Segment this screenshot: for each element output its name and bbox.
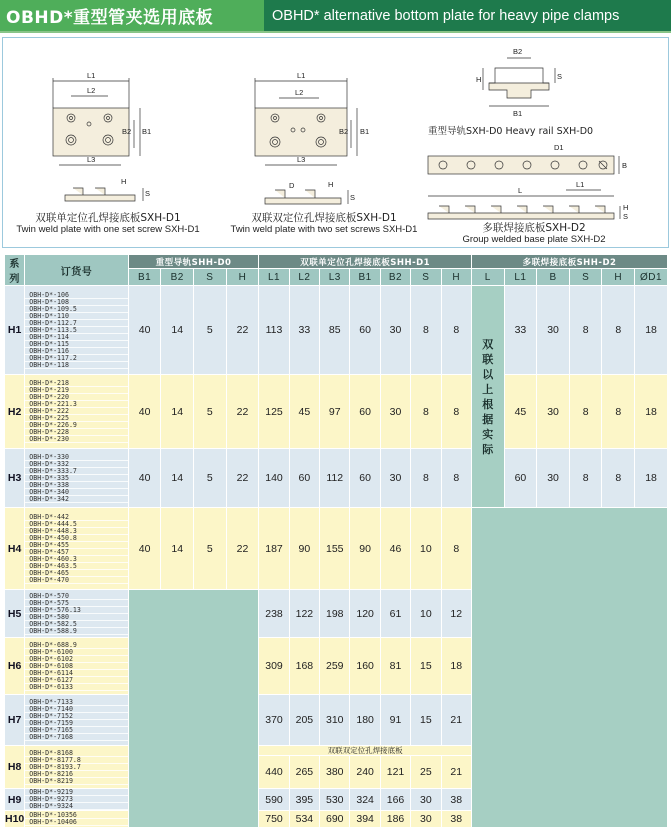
d1-value: 18: [441, 638, 471, 695]
d3-caption: 多联焊接底板SXH-D2 Group welded base plate SXH-D2: [462, 222, 606, 245]
header-divider: [0, 31, 671, 33]
d1-value: 112: [320, 449, 350, 508]
order-number: OBH-D*-444.5: [25, 521, 128, 528]
d1-value: 395: [289, 789, 319, 811]
d0-value: 40: [128, 508, 161, 590]
order-list-cell: [25, 286, 129, 375]
order-list: [25, 789, 128, 810]
inner-note: 双联双定位孔焊接底板: [259, 746, 471, 756]
col-d2-1: L1: [504, 269, 537, 286]
d1-value: 440: [265, 766, 283, 778]
col-d2-4: H: [602, 269, 635, 286]
d1-value: 8: [411, 286, 441, 375]
order-number: OBH-D*-221.3: [25, 401, 128, 408]
d1-value: 380: [319, 756, 349, 788]
d1-value: 186: [380, 811, 410, 828]
d2-value: 30: [537, 375, 570, 449]
order-number: OBH-D*-576.13: [25, 607, 128, 614]
d1-value: 60: [289, 449, 319, 508]
col-d1-2: L3: [320, 269, 350, 286]
order-number: OBH-D*-465: [25, 570, 128, 577]
order-number: OBH-D*-7133: [25, 699, 128, 706]
order-number: OBH-D*-6133: [25, 684, 128, 691]
d1-value: 240: [349, 756, 379, 788]
group-d1: 双联单定位孔焊接底板SHH-D1: [259, 255, 472, 269]
order-number: OBH-D*-10356: [25, 812, 128, 819]
d1-label-s: S: [145, 189, 151, 198]
d2-value: 8: [602, 286, 635, 375]
d1-value: 46: [380, 508, 410, 590]
series-cell: H4: [5, 508, 25, 590]
d1-value: 265: [289, 756, 319, 788]
d1-value: 21: [441, 756, 471, 788]
d1-value: 121: [380, 756, 410, 788]
d3-label-b: B: [622, 161, 628, 170]
d1-value: 60: [350, 375, 380, 449]
col-d0-2: S: [194, 269, 227, 286]
d1-value: 8: [441, 508, 471, 590]
order-list: [25, 454, 128, 503]
order-number: OBH-D*-688.9: [25, 642, 128, 649]
d1-value: 15: [411, 638, 441, 695]
d1-value: 61: [380, 590, 410, 638]
d2-value: 33: [504, 286, 537, 375]
table-row: [5, 375, 668, 449]
order-number: OBH-D*-6114: [25, 670, 128, 677]
d2-empty: [471, 508, 667, 828]
d3-label-h: H: [623, 203, 629, 212]
d2-value: 8: [569, 286, 602, 375]
col-d1-4: B2: [380, 269, 410, 286]
order-number: OBH-D*-116: [25, 348, 128, 355]
d1-value: 97: [320, 375, 350, 449]
d1-value: 530: [320, 789, 350, 811]
order-number: OBH-D*-8193.7: [25, 764, 128, 771]
order-number: OBH-D*-338: [25, 482, 128, 489]
order-number: OBH-D*-9273: [25, 796, 128, 803]
order-number: OBH-D*-8216: [25, 771, 128, 778]
drawing-d1: [53, 78, 143, 201]
order-number: OBH-D*-342: [25, 496, 128, 503]
order-number: OBH-D*-332: [25, 461, 128, 468]
order-list-cell: [25, 375, 129, 449]
drawing-d0: [483, 58, 555, 106]
d1-value: 8: [441, 449, 471, 508]
col-d1-3: B1: [350, 269, 380, 286]
series-cell: H9: [5, 789, 25, 811]
d1-value: 45: [289, 375, 319, 449]
group-d0: 重型导轨SHH-D0: [128, 255, 259, 269]
group-d2: 多联焊接底板SHH-D2: [471, 255, 667, 269]
d1-label-l1: L1: [87, 71, 96, 80]
order-number: OBH-D*-10406: [25, 819, 128, 826]
order-number: OBH-D*-463.5: [25, 563, 128, 570]
order-number: OBH-D*-220: [25, 394, 128, 401]
order-number: OBH-D*-219: [25, 387, 128, 394]
order-number: OBH-D*-109.5: [25, 306, 128, 313]
d2-value: 18: [635, 375, 668, 449]
order-number: OBH-D*-6108: [25, 663, 128, 670]
order-number: OBH-D*-442: [25, 514, 128, 521]
d1-value: 25: [410, 756, 440, 788]
d1-value: 90: [289, 508, 319, 590]
d0-label-b1: B1: [513, 109, 523, 118]
order-list-cell: [25, 449, 129, 508]
order-number: OBH-D*-335: [25, 475, 128, 482]
order-number: OBH-D*-114: [25, 334, 128, 341]
d2-value: 8: [569, 375, 602, 449]
d1-value: 205: [289, 695, 319, 746]
order-list-cell: [25, 746, 129, 789]
d1-value: 38: [441, 789, 471, 811]
d1-label-b2: B2: [122, 127, 132, 136]
d0-value: 40: [128, 449, 161, 508]
d2-label-l3: L3: [297, 155, 306, 164]
order-list: [25, 292, 128, 369]
d2-value: 30: [537, 449, 570, 508]
order-number: OBH-D*-470: [25, 577, 128, 584]
order-number: OBH-D*-457: [25, 549, 128, 556]
order-list-cell: [25, 508, 129, 590]
order-list: [25, 812, 128, 826]
order-list: [25, 593, 128, 635]
d1-value: 81: [380, 638, 410, 695]
order-number: OBH-D*-230: [25, 436, 128, 443]
d1-value: 33: [289, 286, 319, 375]
order-number: OBH-D*-108: [25, 299, 128, 306]
order-list: [25, 514, 128, 584]
d1-value: 534: [289, 811, 319, 828]
d1-label-l2: L2: [87, 86, 96, 95]
d1-value: 140: [259, 449, 289, 508]
order-number: OBH-D*-6100: [25, 649, 128, 656]
d2-label-l2: L2: [295, 88, 304, 97]
d1-value: 125: [259, 375, 289, 449]
order-number: OBH-D*-226.9: [25, 422, 128, 429]
d2-value: 60: [504, 449, 537, 508]
d2-vertical-note: 双联以上根据实际: [471, 286, 504, 508]
d3-label-d1: D1: [554, 143, 564, 152]
d1-value: 85: [320, 286, 350, 375]
col-d0-1: B2: [161, 269, 194, 286]
order-list-cell: [25, 789, 129, 811]
order-number: OBH-D*-580: [25, 614, 128, 621]
d1-value: 690: [320, 811, 350, 828]
table-row: [5, 286, 668, 375]
d1-value: 198: [320, 590, 350, 638]
col-order: 订货号: [25, 255, 129, 286]
order-list-cell: [25, 590, 129, 638]
col-series: 系列: [5, 255, 25, 286]
table-row: [5, 449, 668, 508]
order-list: [25, 642, 128, 691]
col-d2-5: ØD1: [635, 269, 668, 286]
d1-label-b1: B1: [142, 127, 152, 136]
order-number: OBH-D*-225: [25, 415, 128, 422]
d1-value: 155: [320, 508, 350, 590]
d2-label-s: S: [350, 193, 356, 202]
d2-value: 18: [635, 286, 668, 375]
d1-value: 259: [320, 638, 350, 695]
order-list-cell: [25, 811, 129, 828]
d1-value: 8: [411, 375, 441, 449]
order-number: OBH-D*-8219: [25, 778, 128, 785]
title-en: OBHD* alternative bottom plate for heavy pipe clamps: [264, 0, 671, 31]
series-cell: H8: [5, 746, 25, 789]
col-d2-3: S: [569, 269, 602, 286]
order-number: OBH-D*-110: [25, 313, 128, 320]
d1-value: 10: [411, 508, 441, 590]
d1-value: 113: [259, 286, 289, 375]
table-row: [5, 508, 668, 590]
d0-value: 14: [161, 449, 194, 508]
order-number: OBH-D*-7140: [25, 706, 128, 713]
d0-caption: 重型导轨SXH-D0 Heavy rail SXH-D0: [428, 126, 594, 137]
order-number: OBH-D*-448.3: [25, 528, 128, 535]
d0-value: 5: [194, 286, 227, 375]
order-number: OBH-D*-222: [25, 408, 128, 415]
d1-value: 30: [380, 286, 410, 375]
page-header: [0, 0, 671, 33]
col-d1-0: L1: [259, 269, 289, 286]
d0-value: 40: [128, 375, 161, 449]
order-number: OBH-D*-6127: [25, 677, 128, 684]
d3-label-l: L: [518, 186, 523, 195]
d1-value: 60: [350, 286, 380, 375]
d1-label-h: H: [121, 177, 127, 186]
d2-value: 18: [635, 449, 668, 508]
d2-value: 30: [537, 286, 570, 375]
order-number: OBH-D*-460.3: [25, 556, 128, 563]
order-number: OBH-D*-330: [25, 454, 128, 461]
order-number: OBH-D*-333.7: [25, 468, 128, 475]
order-list: [25, 699, 128, 741]
d0-value: 40: [128, 286, 161, 375]
order-number: OBH-D*-228: [25, 429, 128, 436]
d2-label-b1: B1: [360, 127, 370, 136]
d1-value: 122: [289, 590, 319, 638]
order-number: OBH-D*-455: [25, 542, 128, 549]
d1-value: 10: [411, 590, 441, 638]
order-number: OBH-D*-8177.8: [25, 757, 128, 764]
d0-label-h: H: [476, 75, 482, 84]
d1-value: 60: [350, 449, 380, 508]
order-number: OBH-D*-117.2: [25, 355, 128, 362]
d1-value: 180: [350, 695, 380, 746]
col-d0-3: H: [226, 269, 259, 286]
order-number: OBH-D*-570: [25, 593, 128, 600]
d2-label-h: H: [328, 180, 334, 189]
series-cell: H3: [5, 449, 25, 508]
d1-value: 168: [289, 638, 319, 695]
col-d0-0: B1: [128, 269, 161, 286]
order-number: OBH-D*-450.8: [25, 535, 128, 542]
d0-empty: [128, 590, 259, 828]
col-d1-1: L2: [289, 269, 319, 286]
d1-cell-group: [259, 746, 472, 789]
order-number: OBH-D*-588.9: [25, 628, 128, 635]
d1-value: 8: [441, 286, 471, 375]
d0-value: 14: [161, 508, 194, 590]
d2-label-l1: L1: [297, 71, 306, 80]
series-cell: H1: [5, 286, 25, 375]
order-list-cell: [25, 695, 129, 746]
d1-value: 324: [350, 789, 380, 811]
d1-value: 8: [411, 449, 441, 508]
d1-value: 12: [441, 590, 471, 638]
order-list: [25, 380, 128, 443]
d1-value: 90: [350, 508, 380, 590]
d0-value: 22: [226, 449, 259, 508]
d1-value: 30: [380, 375, 410, 449]
order-number: OBH-D*-340: [25, 489, 128, 496]
d1-value: 30: [411, 811, 441, 828]
order-number: OBH-D*-118: [25, 362, 128, 369]
series-cell: H10: [5, 811, 25, 828]
d1-caption: 双联单定位孔焊接底板SXH-D1 Twin weld plate with one set screw SXH-D1: [16, 212, 200, 235]
drawing-d2-group: [428, 156, 620, 219]
series-cell: H7: [5, 695, 25, 746]
order-number: OBH-D*-9324: [25, 803, 128, 810]
order-number: OBH-D*-7165: [25, 727, 128, 734]
d2-value: 45: [504, 375, 537, 449]
d1-value: 590: [259, 789, 289, 811]
d0-value: 22: [226, 286, 259, 375]
spec-table: [4, 254, 668, 828]
d2-label-d: D: [289, 181, 295, 190]
order-number: OBH-D*-6102: [25, 656, 128, 663]
d2-caption: 双联双定位孔焊接底板SXH-D1 Twin weld plate with two set screws SXH-D1: [230, 212, 418, 235]
order-number: OBH-D*-8168: [25, 750, 128, 757]
d1-value: 160: [350, 638, 380, 695]
d0-value: 5: [194, 508, 227, 590]
d1-value: 238: [259, 590, 289, 638]
series-cell: H6: [5, 638, 25, 695]
d1-value: 15: [411, 695, 441, 746]
series-cell: H5: [5, 590, 25, 638]
d1-value: 394: [350, 811, 380, 828]
title-cn: OBHD*重型管夹选用底板: [0, 0, 264, 31]
order-number: OBH-D*-113.5: [25, 327, 128, 334]
d0-value: 22: [226, 375, 259, 449]
d1-value: 30: [380, 449, 410, 508]
d2-value: 8: [569, 449, 602, 508]
d1-value: 310: [320, 695, 350, 746]
series-cell: H2: [5, 375, 25, 449]
d0-value: 5: [194, 375, 227, 449]
d1-value: 166: [380, 789, 410, 811]
d2-value: 8: [602, 375, 635, 449]
order-list: [25, 750, 128, 785]
d1-value: 8: [441, 375, 471, 449]
order-number: OBH-D*-575: [25, 600, 128, 607]
d3-label-l1: L1: [576, 180, 585, 189]
order-number: OBH-D*-582.5: [25, 621, 128, 628]
col-d1-6: H: [441, 269, 471, 286]
order-number: OBH-D*-7168: [25, 734, 128, 741]
order-number: OBH-D*-7159: [25, 720, 128, 727]
order-number: OBH-D*-106: [25, 292, 128, 299]
order-list-cell: [25, 638, 129, 695]
order-number: OBH-D*-9219: [25, 789, 128, 796]
d1-value: 38: [441, 811, 471, 828]
d1-value: 21: [441, 695, 471, 746]
d1-value: 309: [259, 638, 289, 695]
d0-value: 14: [161, 286, 194, 375]
col-d1-5: S: [411, 269, 441, 286]
d1-label-l3: L3: [87, 155, 96, 164]
col-d2-0: L: [471, 269, 504, 286]
drawing-d2: [255, 78, 357, 204]
d2-label-b2: B2: [339, 127, 349, 136]
d1-value: 91: [380, 695, 410, 746]
order-number: OBH-D*-112.7: [25, 320, 128, 327]
order-number: OBH-D*-115: [25, 341, 128, 348]
d0-label-b2: B2: [513, 47, 523, 56]
d0-label-s: S: [557, 72, 563, 81]
drawings-panel: [2, 37, 669, 248]
d0-value: 5: [194, 449, 227, 508]
d0-value: 14: [161, 375, 194, 449]
order-number: OBH-D*-218: [25, 380, 128, 387]
d1-value: 187: [259, 508, 289, 590]
d1-value: 370: [259, 695, 289, 746]
d3-label-s: S: [623, 212, 629, 221]
d2-value: 8: [602, 449, 635, 508]
spec-table-body: [5, 286, 668, 828]
d1-value: 750: [259, 811, 289, 828]
d0-value: 22: [226, 508, 259, 590]
col-d2-2: B: [537, 269, 570, 286]
d1-value: 120: [350, 590, 380, 638]
d1-value: 30: [411, 789, 441, 811]
order-number: OBH-D*-7152: [25, 713, 128, 720]
